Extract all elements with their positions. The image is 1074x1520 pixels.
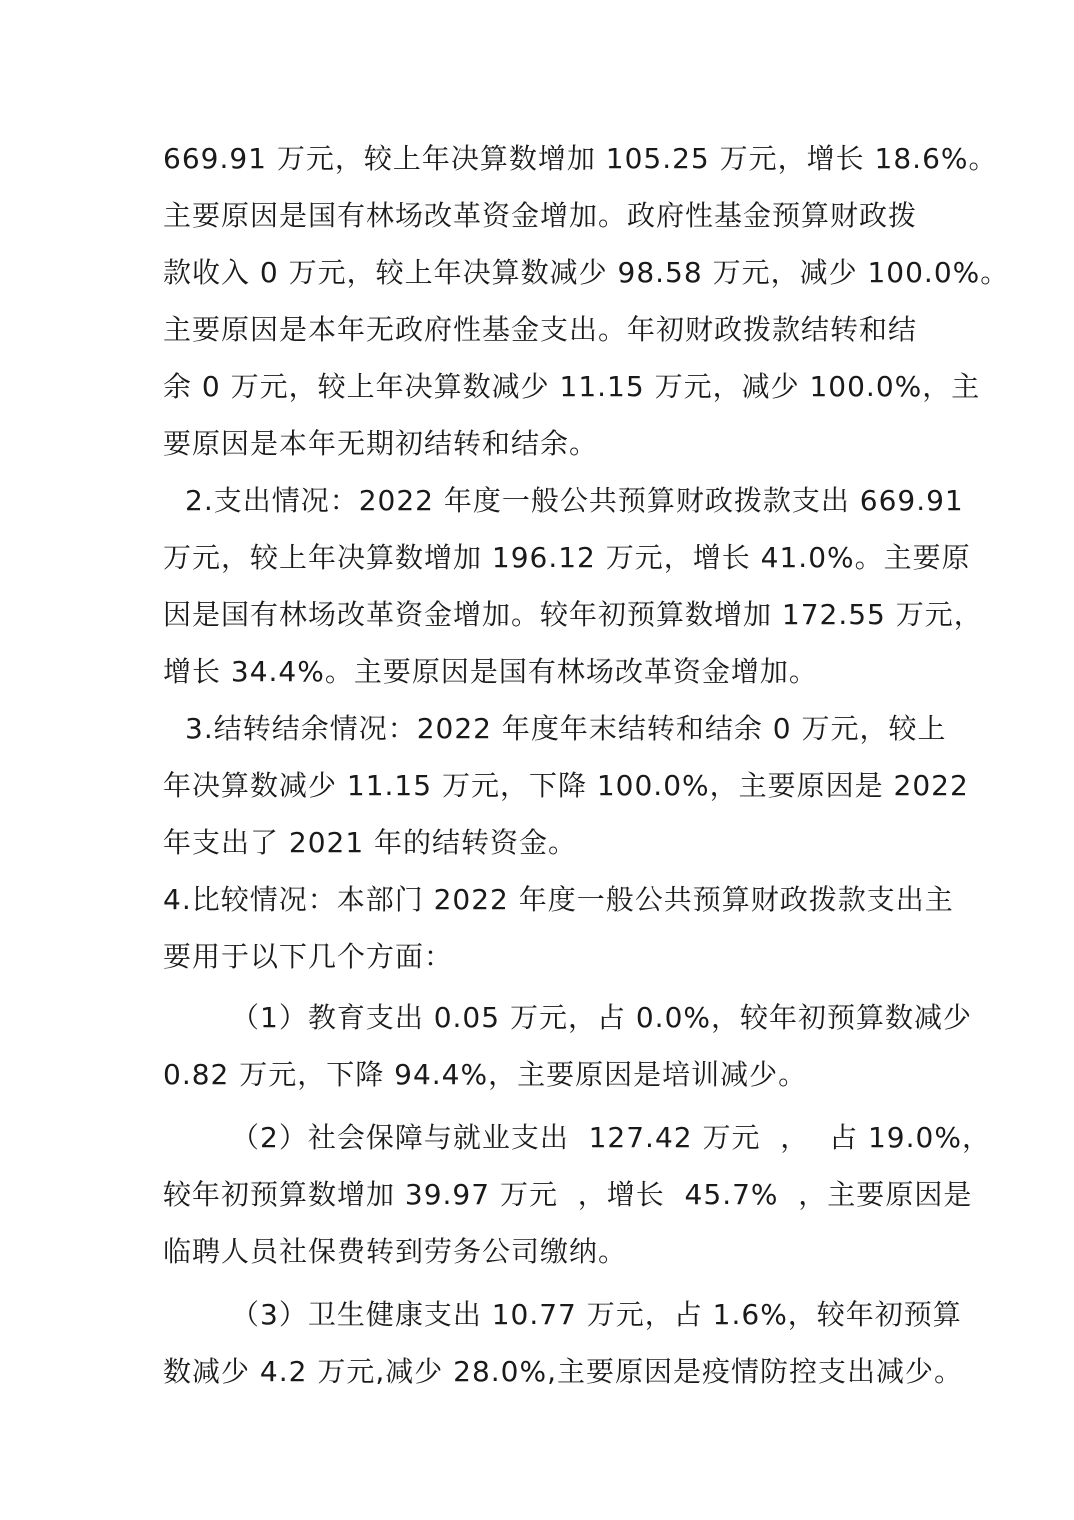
text-line bbox=[163, 586, 983, 643]
paragraph-comparison bbox=[163, 871, 954, 985]
text-line-content: 增长 34.4%。主要原因是国有林场改革资金增加。 bbox=[163, 655, 818, 688]
text-line-content: 0.82 万元，下降 94.4%，主要原因是培训减少。 bbox=[163, 1058, 808, 1091]
text-line bbox=[163, 187, 918, 244]
text-line bbox=[163, 1109, 991, 1166]
text-line-content: 临聘人员社保费转到劳务公司缴纳。 bbox=[163, 1235, 628, 1268]
text-line-content: 3.结转结余情况：2022 年度年末结转和结余 0 万元，较上 bbox=[185, 712, 947, 745]
text-line bbox=[163, 415, 915, 472]
text-line-content: （1）教育支出 0.05 万元，占 0.0%，较年初预算数减少 bbox=[231, 1001, 972, 1034]
text-line bbox=[163, 871, 954, 928]
document-body bbox=[163, 130, 1010, 1400]
paragraph-carryover bbox=[163, 700, 969, 871]
text-line bbox=[163, 1343, 963, 1400]
text-line-content: （3）卫生健康支出 10.77 万元，占 1.6%，较年初预算 bbox=[231, 1298, 962, 1331]
text-line-content: 4.比较情况：本部门 2022 年度一般公共预算财政拨款支出主 bbox=[163, 883, 954, 916]
text-line-content: 余 0 万元，较上年决算数减少 11.15 万元，减少 100.0%，主 bbox=[163, 370, 981, 403]
text-line bbox=[163, 989, 972, 1046]
text-line bbox=[163, 244, 1010, 301]
text-line-content: 年决算数减少 11.15 万元，下降 100.0%，主要原因是 2022 bbox=[163, 769, 969, 802]
text-line bbox=[163, 757, 969, 814]
text-line bbox=[163, 928, 915, 985]
text-line bbox=[163, 130, 998, 187]
text-line-content: 主要原因是本年无政府性基金支出。年初财政拨款结转和结 bbox=[163, 313, 918, 346]
text-line-content: 数减少 4.2 万元,减少 28.0%,主要原因是疫情防控支出减少。 bbox=[163, 1355, 963, 1388]
text-line bbox=[163, 814, 915, 871]
paragraph-revenue bbox=[163, 130, 1010, 472]
text-line bbox=[163, 643, 915, 700]
list-item-education bbox=[163, 989, 972, 1103]
text-line bbox=[163, 472, 964, 529]
text-line-content: 款收入 0 万元，较上年决算数减少 98.58 万元，减少 100.0%。 bbox=[163, 256, 1010, 289]
text-line-content: 年支出了 2021 年的结转资金。 bbox=[163, 826, 578, 859]
text-line-content: 因是国有林场改革资金增加。较年初预算数增加 172.55 万元， bbox=[163, 598, 983, 631]
list-item-social-security bbox=[163, 1109, 991, 1280]
text-line-content: 2.支出情况：2022 年度一般公共预算财政拨款支出 669.91 bbox=[185, 484, 964, 517]
text-line bbox=[163, 1046, 915, 1103]
text-line-content: 较年初预算数增加 39.97 万元 ，增长 45.7% ，主要原因是 bbox=[163, 1178, 973, 1211]
text-line-content: （2）社会保障与就业支出 127.42 万元 ， 占 19.0%， bbox=[231, 1121, 991, 1154]
text-line-content: 要用于以下几个方面： bbox=[163, 940, 454, 973]
text-line bbox=[163, 1166, 973, 1223]
list-item-health bbox=[163, 1286, 963, 1400]
text-line bbox=[163, 358, 981, 415]
text-line bbox=[163, 1223, 915, 1280]
text-line-content: 要原因是本年无期初结转和结余。 bbox=[163, 427, 599, 460]
text-line bbox=[163, 301, 918, 358]
text-line-content: 万元，较上年决算数增加 196.12 万元，增长 41.0%。主要原 bbox=[163, 541, 971, 574]
paragraph-expenditure bbox=[163, 472, 983, 700]
text-line bbox=[163, 529, 971, 586]
text-line bbox=[163, 1286, 962, 1343]
text-line-content: 主要原因是国有林场改革资金增加。政府性基金预算财政拨 bbox=[163, 199, 918, 232]
text-line bbox=[163, 700, 947, 757]
text-line-content: 669.91 万元，较上年决算数增加 105.25 万元，增长 18.6%。 bbox=[163, 142, 998, 175]
